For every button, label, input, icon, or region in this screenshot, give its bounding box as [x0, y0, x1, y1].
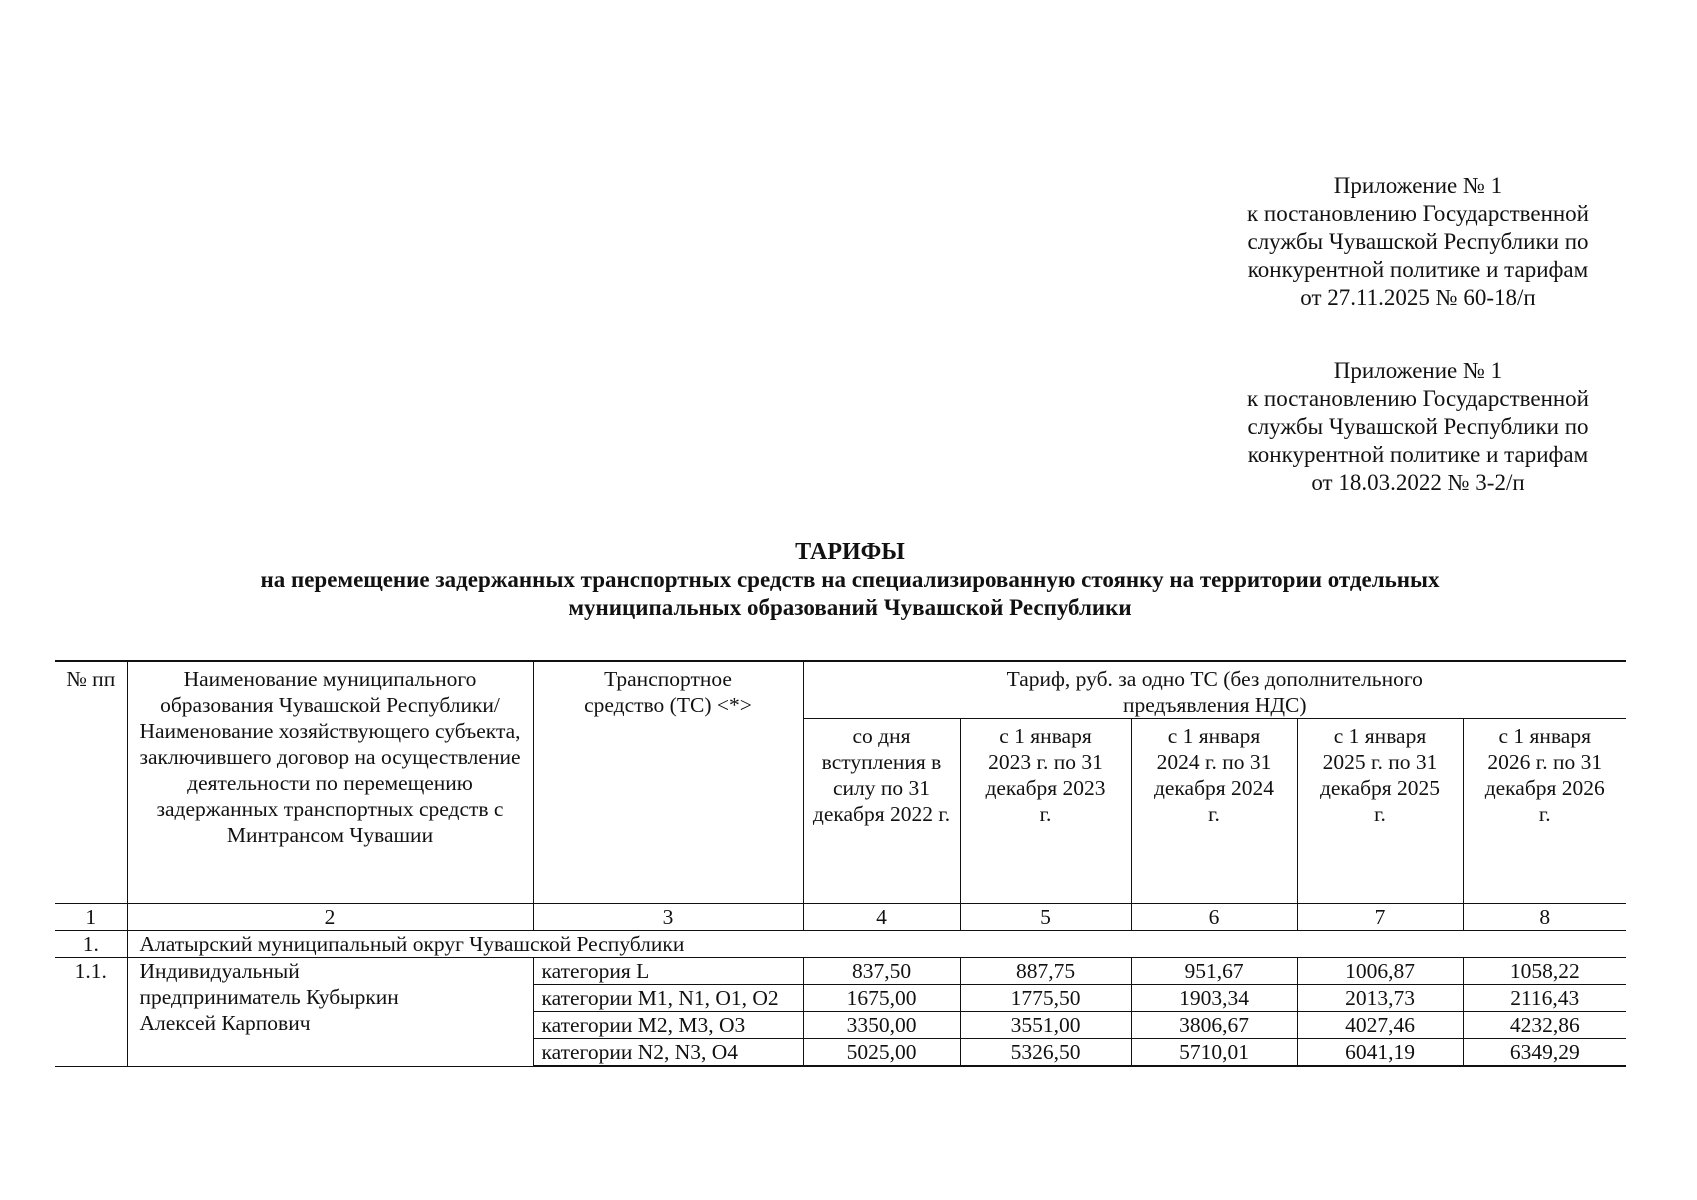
header-tariff: Тариф, руб. за одно ТС (без дополнительного предъявления НДС) [803, 661, 1626, 719]
header-period-5: с 1 января 2026 г. по 31 декабря 2026 г. [1463, 719, 1626, 904]
column-number: 6 [1131, 904, 1297, 931]
tariff-value: 951,67 [1131, 958, 1297, 985]
vehicle-category: категории N2, N3, O4 [533, 1039, 803, 1067]
appendix-original-note [1208, 357, 1628, 497]
header-period-2: с 1 января 2023 г. по 31 декабря 2023 г. [960, 719, 1131, 904]
document-title-block [60, 538, 1640, 622]
document-subtitle-line-1: на перемещение задержанных транспортных средств на специализированную стоянку на территории отдельных [260, 567, 1440, 592]
column-number: 5 [960, 904, 1131, 931]
tariff-value: 887,75 [960, 958, 1131, 985]
appendix-line: к постановлению Государственной [1247, 201, 1589, 226]
document-title: ТАРИФЫ [795, 539, 905, 565]
tariff-value: 5025,00 [803, 1039, 960, 1067]
header-period-3: с 1 января 2024 г. по 31 декабря 2024 г. [1131, 719, 1297, 904]
appendix-line: конкурентной политике и тарифам [1247, 257, 1589, 282]
tariff-value: 1058,22 [1463, 958, 1626, 985]
appendix-line: службы Чувашской Республики по [1247, 414, 1589, 439]
tariff-value: 4232,86 [1463, 1012, 1626, 1039]
vehicle-category: категории M1, N1, O1, O2 [533, 985, 803, 1012]
tariff-value: 3551,00 [960, 1012, 1131, 1039]
table-row [55, 958, 1626, 985]
tariff-value: 3350,00 [803, 1012, 960, 1039]
section-name: Алатырский муниципальный округ Чувашской Республики [127, 931, 1626, 958]
column-number: 7 [1297, 904, 1463, 931]
appendix-line: Приложение № 1 [1333, 358, 1503, 383]
tariffs-table [55, 660, 1626, 1067]
tariff-value: 4027,46 [1297, 1012, 1463, 1039]
tariff-value: 837,50 [803, 958, 960, 985]
column-number: 2 [127, 904, 533, 931]
tariff-value: 1775,50 [960, 985, 1131, 1012]
appendix-line: от 27.11.2025 № 60-18/п [1300, 285, 1536, 310]
appendix-current-note [1208, 172, 1628, 312]
tariff-value: 6349,29 [1463, 1039, 1626, 1067]
appendix-line: конкурентной политике и тарифам [1247, 442, 1589, 467]
column-number: 1 [55, 904, 127, 931]
column-number: 4 [803, 904, 960, 931]
appendix-line: к постановлению Государственной [1247, 386, 1589, 411]
tariff-value: 1675,00 [803, 985, 960, 1012]
appendix-line: Приложение № 1 [1333, 173, 1503, 198]
tariff-value: 1006,87 [1297, 958, 1463, 985]
vehicle-category: категории M2, M3, O3 [533, 1012, 803, 1039]
header-period-4: с 1 января 2025 г. по 31 декабря 2025 г. [1297, 719, 1463, 904]
entry-organization-name: Индивидуальный предприниматель Кубыркин Алексей Карпович [127, 958, 533, 1067]
column-number: 3 [533, 904, 803, 931]
tariff-value: 5326,50 [960, 1039, 1131, 1067]
tariff-value: 1903,34 [1131, 985, 1297, 1012]
header-period-1: со дня вступления в силу по 31 декабря 2022 г. [803, 719, 960, 904]
section-number: 1. [55, 931, 127, 958]
document-subtitle-line-2: муниципальных образований Чувашской Республики [568, 595, 1132, 620]
appendix-line: от 18.03.2022 № 3-2/п [1311, 470, 1525, 495]
header-number: № пп [55, 661, 127, 904]
tariff-value: 3806,67 [1131, 1012, 1297, 1039]
tariff-value: 6041,19 [1297, 1039, 1463, 1067]
appendix-line: службы Чувашской Республики по [1247, 229, 1589, 254]
tariff-value: 2013,73 [1297, 985, 1463, 1012]
header-vehicle: Транспортное средство (ТС) <*> [533, 661, 803, 904]
entry-number: 1.1. [55, 958, 127, 1067]
header-organization: Наименование муниципального образования Чувашской Республики/ Наименование хозяйствующего субъекта, заключившего договор на осуществление деятельности по перемещению задержанных транспортных средств с Минтрансом Чувашии [127, 661, 533, 904]
tariff-value: 2116,43 [1463, 985, 1626, 1012]
section-row [55, 931, 1626, 958]
column-number: 8 [1463, 904, 1626, 931]
tariff-value: 5710,01 [1131, 1039, 1297, 1067]
vehicle-category: категория L [533, 958, 803, 985]
